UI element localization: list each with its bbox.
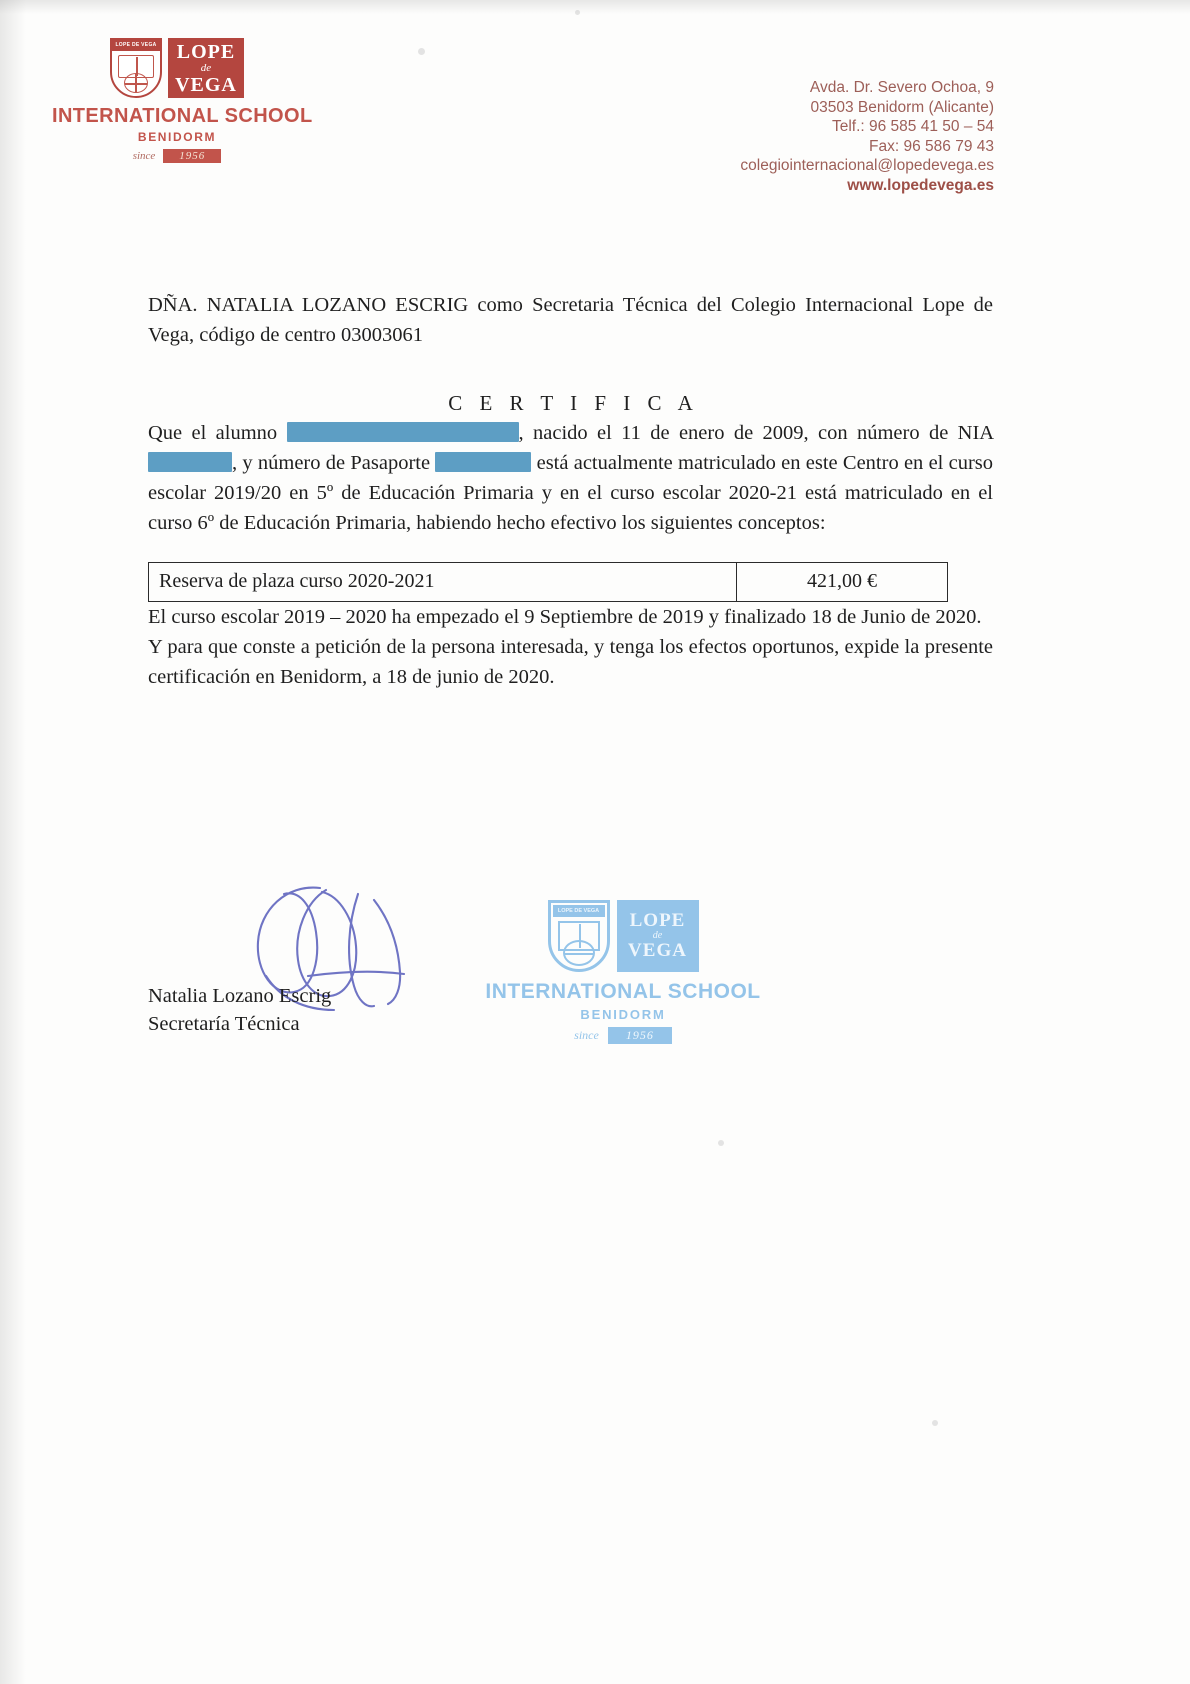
crest-icon bbox=[110, 38, 162, 98]
student-text-part-3: , y número de Pasaporte bbox=[232, 452, 431, 474]
student-text-part-4: está actualmente matriculado en este Centro en el curso escolar 2019/20 en 5º de Educación Primaria y en el curso escolar 2020-21 está matriculado en el curso 6º de Educación Primaria, habiendo hecho efectivo los siguientes conceptos: bbox=[148, 452, 994, 534]
fee-amount-cell: 421,00 € bbox=[737, 563, 948, 602]
stamp-since-row bbox=[478, 1027, 768, 1044]
fee-concept-cell: Reserva de plaza curso 2020-2021 bbox=[149, 563, 737, 602]
stamp-wordmark-line-1: LOPE bbox=[629, 909, 686, 931]
contact-fax: Fax: 96 586 79 43 bbox=[869, 137, 994, 155]
stamp-crest-band-label: LOPE DE VEGA bbox=[553, 905, 605, 917]
contact-email: colegiointernacional@lopedevega.es bbox=[740, 157, 994, 174]
redacted-nia-number bbox=[148, 452, 232, 472]
logo-since-year: 1956 bbox=[163, 149, 221, 163]
logo-since-row bbox=[52, 149, 302, 163]
contact-block bbox=[740, 78, 994, 195]
logo-since-label: since bbox=[132, 150, 156, 162]
contact-phone: Telf.: 96 585 41 50 – 54 bbox=[831, 118, 994, 135]
signatory-title: Secretaría Técnica bbox=[148, 1013, 300, 1035]
student-text-part-1: Que el alumno bbox=[148, 422, 278, 444]
fee-table-body bbox=[149, 563, 948, 602]
signatory-name: Natalia Lozano Escrig bbox=[148, 985, 332, 1007]
contact-address: Avda. Dr. Severo Ochoa, 9 bbox=[809, 79, 994, 96]
letterhead bbox=[0, 0, 1190, 215]
stamp-city-line: BENIDORM bbox=[580, 1007, 666, 1022]
table-row bbox=[149, 563, 948, 602]
stamp-globe-icon bbox=[563, 940, 595, 966]
lope-de-vega-wordmark bbox=[168, 38, 244, 98]
stamp-since-year: 1956 bbox=[608, 1027, 672, 1044]
scan-speck bbox=[718, 1140, 724, 1146]
school-stamp bbox=[478, 900, 768, 1044]
intro-paragraph: DÑA. NATALIA LOZANO ESCRIG como Secretaria Técnica del Colegio Internacional Lope de Vega, código de centro 03003061 bbox=[148, 294, 993, 346]
contact-website: www.lopedevega.es bbox=[847, 176, 994, 194]
stamp-since-label: since bbox=[574, 1028, 599, 1042]
signature-name-block bbox=[148, 982, 331, 1038]
crest-band-label: LOPE DE VEGA bbox=[112, 40, 160, 51]
redacted-student-name bbox=[287, 422, 519, 442]
student-paragraph bbox=[148, 418, 993, 538]
logo-city-line: BENIDORM bbox=[137, 130, 217, 144]
closing-paragraph: Y para que conste a petición de la persona interesada, y tenga los efectos oportunos, expide la presente certificación en Benidorm, a 18 de junio de 2020. bbox=[148, 636, 993, 688]
stamp-wordmark bbox=[617, 900, 699, 972]
certifica-heading: C E R T I F I C A bbox=[448, 391, 699, 415]
stamp-crest-icon bbox=[548, 900, 610, 972]
globe-icon bbox=[124, 73, 148, 93]
stamp-wordmark-line-2: de bbox=[652, 929, 663, 941]
contact-city: 03503 Benidorm (Alicante) bbox=[810, 98, 994, 116]
scan-speck bbox=[932, 1420, 938, 1426]
scan-edge-artifact bbox=[0, 0, 26, 1684]
wordmark-line-1: LOPE bbox=[176, 40, 236, 63]
logo-marks bbox=[52, 38, 302, 98]
redacted-passport-number bbox=[435, 452, 531, 472]
stamp-school-line: INTERNATIONAL SCHOOL bbox=[485, 980, 761, 1003]
school-year-paragraph: El curso escolar 2019 – 2020 ha empezado el 9 Septiembre de 2019 y finalizado 18 de Junio de 2020. bbox=[148, 606, 982, 628]
student-text-part-2: , nacido el 11 de enero de 2009, con número de NIA bbox=[518, 422, 993, 444]
wordmark-line-2: de bbox=[200, 61, 212, 74]
wordmark-line-3: VEGA bbox=[175, 73, 237, 96]
fee-table bbox=[148, 562, 948, 602]
signature-area bbox=[148, 880, 1028, 1100]
stamp-marks bbox=[478, 900, 768, 972]
stamp-wordmark-line-3: VEGA bbox=[628, 940, 687, 962]
document-body bbox=[148, 290, 993, 692]
school-logo bbox=[52, 38, 313, 163]
logo-school-line: INTERNATIONAL SCHOOL bbox=[52, 105, 313, 127]
